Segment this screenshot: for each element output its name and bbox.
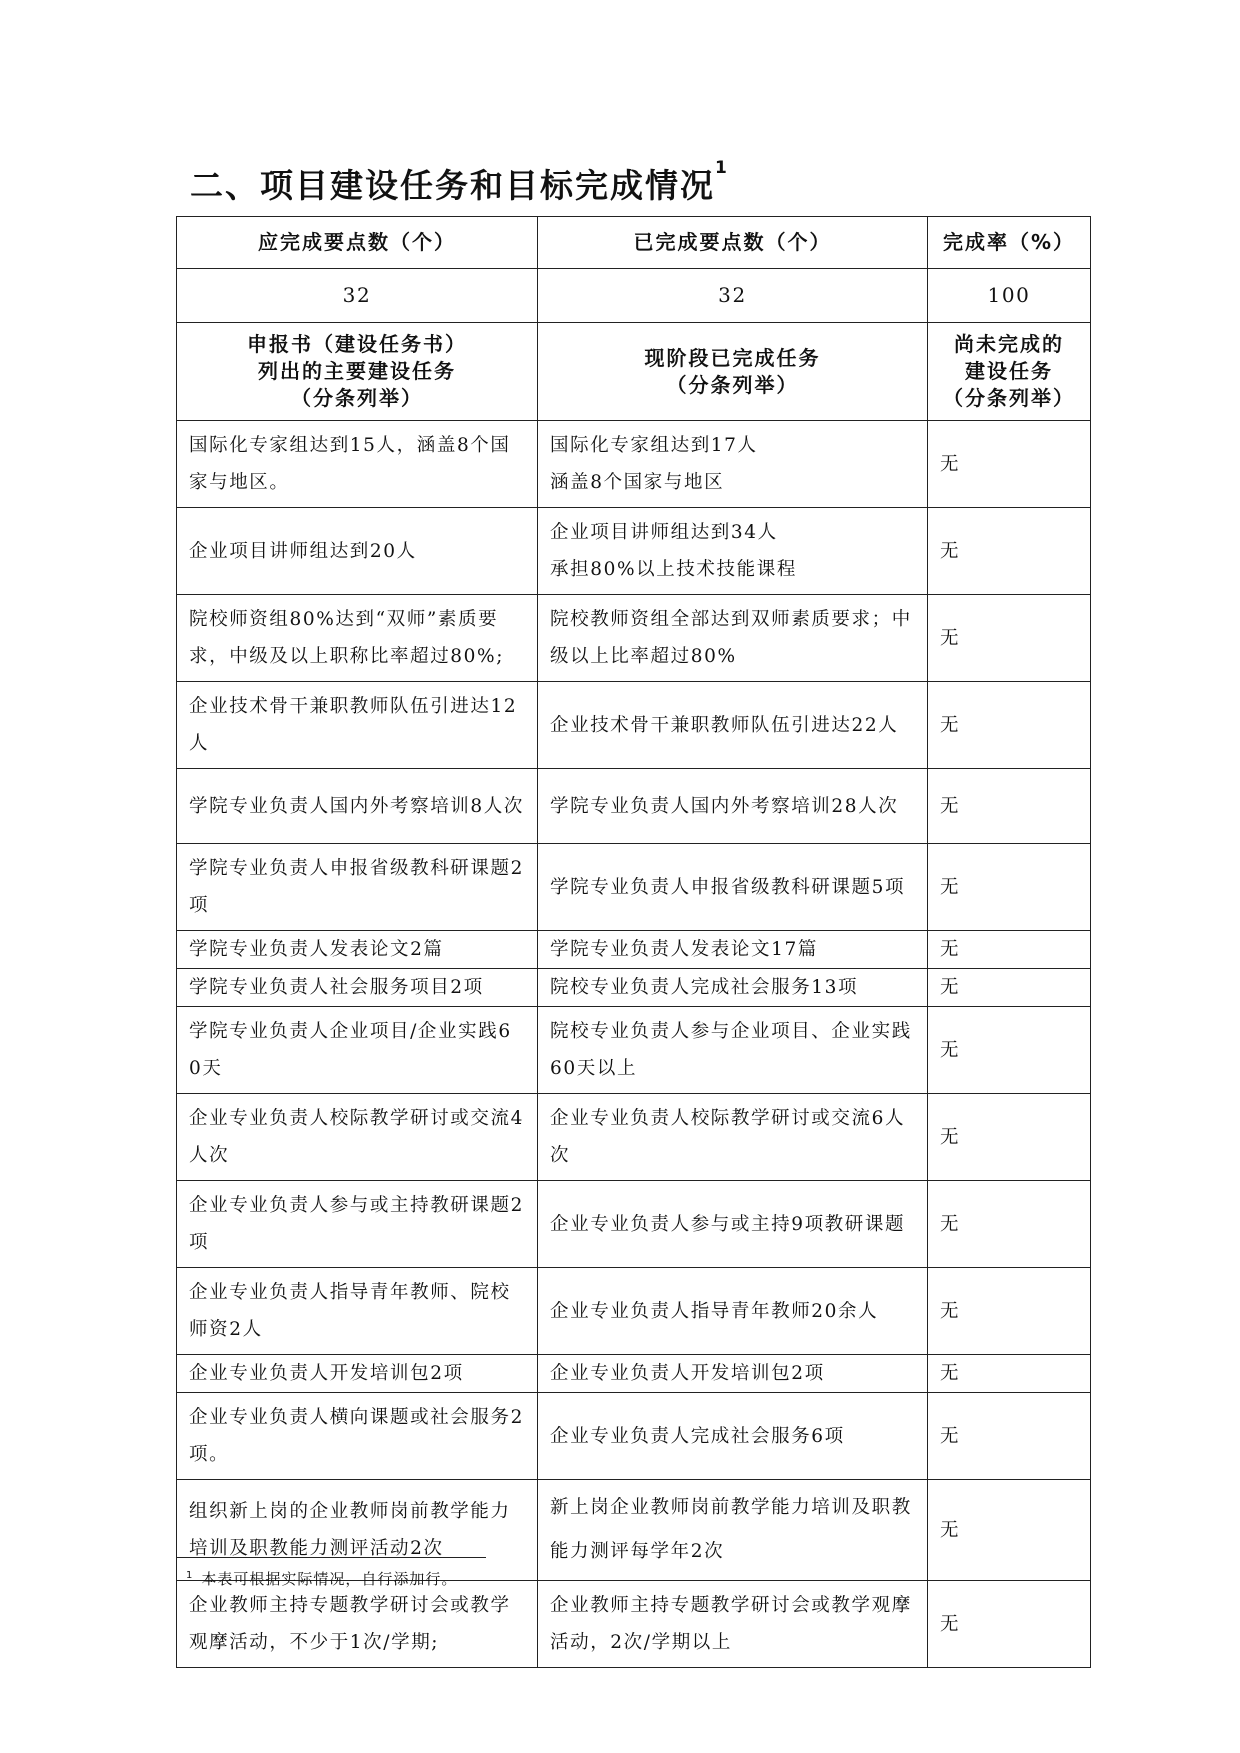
subheader-row xyxy=(177,323,1091,421)
table-row xyxy=(177,931,1091,969)
completed-task-cell: 企业项目讲师组达到34人 承担80%以上技术技能课程 xyxy=(538,508,928,595)
completed-task-cell: 学院专业负责人发表论文17篇 xyxy=(538,931,928,969)
pending-task-cell: 无 xyxy=(928,421,1091,508)
completed-task-cell: 企业专业负责人校际教学研讨或交流6人次 xyxy=(538,1094,928,1181)
planned-task-cell: 国际化专家组达到15人，涵盖8个国家与地区。 xyxy=(177,421,538,508)
subheader-completed-tasks: 现阶段已完成任务 （分条列举） xyxy=(538,323,928,421)
title-footnote-mark: 1 xyxy=(715,158,729,178)
table-row xyxy=(177,1181,1091,1268)
title-text: 二、项目建设任务和目标完成情况 xyxy=(190,166,715,205)
planned-task-cell: 企业教师主持专题教学研讨会或教学观摩活动，不少于1次/学期; xyxy=(177,1581,538,1668)
completed-task-cell: 院校教师资组全部达到双师素质要求；中级以上比率超过80% xyxy=(538,595,928,682)
pending-task-cell: 无 xyxy=(928,1007,1091,1094)
pending-task-cell: 无 xyxy=(928,1393,1091,1480)
planned-task-cell: 企业专业负责人指导青年教师、院校师资2人 xyxy=(177,1268,538,1355)
pending-task-cell: 无 xyxy=(928,682,1091,769)
header-completion-rate: 完成率（%） xyxy=(928,217,1091,269)
header-row xyxy=(177,217,1091,269)
planned-task-cell: 学院专业负责人申报省级教科研课题2项 xyxy=(177,844,538,931)
subheader-planned-tasks: 申报书（建设任务书） 列出的主要建设任务 （分条列举） xyxy=(177,323,538,421)
completed-points-value: 32 xyxy=(538,269,928,323)
planned-task-cell: 企业专业负责人横向课题或社会服务2项。 xyxy=(177,1393,538,1480)
table-row xyxy=(177,1480,1091,1581)
table-row xyxy=(177,682,1091,769)
pending-task-cell: 无 xyxy=(928,969,1091,1007)
planned-task-cell: 企业专业负责人开发培训包2项 xyxy=(177,1355,538,1393)
completed-task-cell: 院校专业负责人参与企业项目、企业实践60天以上 xyxy=(538,1007,928,1094)
pending-task-cell: 无 xyxy=(928,769,1091,844)
pending-task-cell: 无 xyxy=(928,1581,1091,1668)
completed-task-cell: 学院专业负责人申报省级教科研课题5项 xyxy=(538,844,928,931)
planned-task-cell: 企业项目讲师组达到20人 xyxy=(177,508,538,595)
header-completed-points: 已完成要点数（个） xyxy=(538,217,928,269)
footnote-text: 本表可根据实际情况，自行添加行。 xyxy=(201,1570,458,1588)
completed-task-cell: 企业专业负责人参与或主持9项教研课题 xyxy=(538,1181,928,1268)
numbers-row xyxy=(177,269,1091,323)
table-row xyxy=(177,1007,1091,1094)
required-points-value: 32 xyxy=(177,269,538,323)
completion-rate-value: 100 xyxy=(928,269,1091,323)
footnote xyxy=(186,1568,457,1589)
completed-task-cell: 新上岗企业教师岗前教学能力培训及职教能力测评每学年2次 xyxy=(538,1480,928,1581)
table-row xyxy=(177,969,1091,1007)
completed-task-cell: 企业技术骨干兼职教师队伍引进达22人 xyxy=(538,682,928,769)
subheader-pending-tasks: 尚未完成的 建设任务 （分条列举） xyxy=(928,323,1091,421)
footnote-mark: 1 xyxy=(186,1570,194,1581)
footnote-divider xyxy=(176,1557,486,1558)
table-row xyxy=(177,844,1091,931)
planned-task-cell: 企业专业负责人校际教学研讨或交流4人次 xyxy=(177,1094,538,1181)
pending-task-cell: 无 xyxy=(928,1268,1091,1355)
table-row xyxy=(177,421,1091,508)
completed-task-cell: 企业专业负责人指导青年教师20余人 xyxy=(538,1268,928,1355)
completed-task-cell: 院校专业负责人完成社会服务13项 xyxy=(538,969,928,1007)
pending-task-cell: 无 xyxy=(928,1094,1091,1181)
table-row xyxy=(177,508,1091,595)
table-row xyxy=(177,769,1091,844)
task-completion-table xyxy=(176,216,1091,1668)
completed-task-cell: 国际化专家组达到17人 涵盖8个国家与地区 xyxy=(538,421,928,508)
table-row xyxy=(177,1581,1091,1668)
page-title xyxy=(190,160,729,207)
pending-task-cell: 无 xyxy=(928,508,1091,595)
completed-task-cell: 企业专业负责人完成社会服务6项 xyxy=(538,1393,928,1480)
planned-task-cell: 学院专业负责人国内外考察培训8人次 xyxy=(177,769,538,844)
header-required-points: 应完成要点数（个） xyxy=(177,217,538,269)
completed-task-cell: 学院专业负责人国内外考察培训28人次 xyxy=(538,769,928,844)
pending-task-cell: 无 xyxy=(928,1480,1091,1581)
planned-task-cell: 企业技术骨干兼职教师队伍引进达12人 xyxy=(177,682,538,769)
table-row xyxy=(177,595,1091,682)
planned-task-cell: 学院专业负责人社会服务项目2项 xyxy=(177,969,538,1007)
planned-task-cell: 院校师资组80%达到“双师”素质要求，中级及以上职称比率超过80%; xyxy=(177,595,538,682)
planned-task-cell: 组织新上岗的企业教师岗前教学能力培训及职教能力测评活动2次 xyxy=(177,1480,538,1581)
completed-task-cell: 企业教师主持专题教学研讨会或教学观摩活动，2次/学期以上 xyxy=(538,1581,928,1668)
table-row xyxy=(177,1268,1091,1355)
table-row xyxy=(177,1393,1091,1480)
completed-task-cell: 企业专业负责人开发培训包2项 xyxy=(538,1355,928,1393)
pending-task-cell: 无 xyxy=(928,931,1091,969)
planned-task-cell: 学院专业负责人企业项目/企业实践60天 xyxy=(177,1007,538,1094)
pending-task-cell: 无 xyxy=(928,1181,1091,1268)
planned-task-cell: 企业专业负责人参与或主持教研课题2项 xyxy=(177,1181,538,1268)
pending-task-cell: 无 xyxy=(928,844,1091,931)
pending-task-cell: 无 xyxy=(928,595,1091,682)
planned-task-cell: 学院专业负责人发表论文2篇 xyxy=(177,931,538,969)
table-row xyxy=(177,1355,1091,1393)
table-row xyxy=(177,1094,1091,1181)
pending-task-cell: 无 xyxy=(928,1355,1091,1393)
